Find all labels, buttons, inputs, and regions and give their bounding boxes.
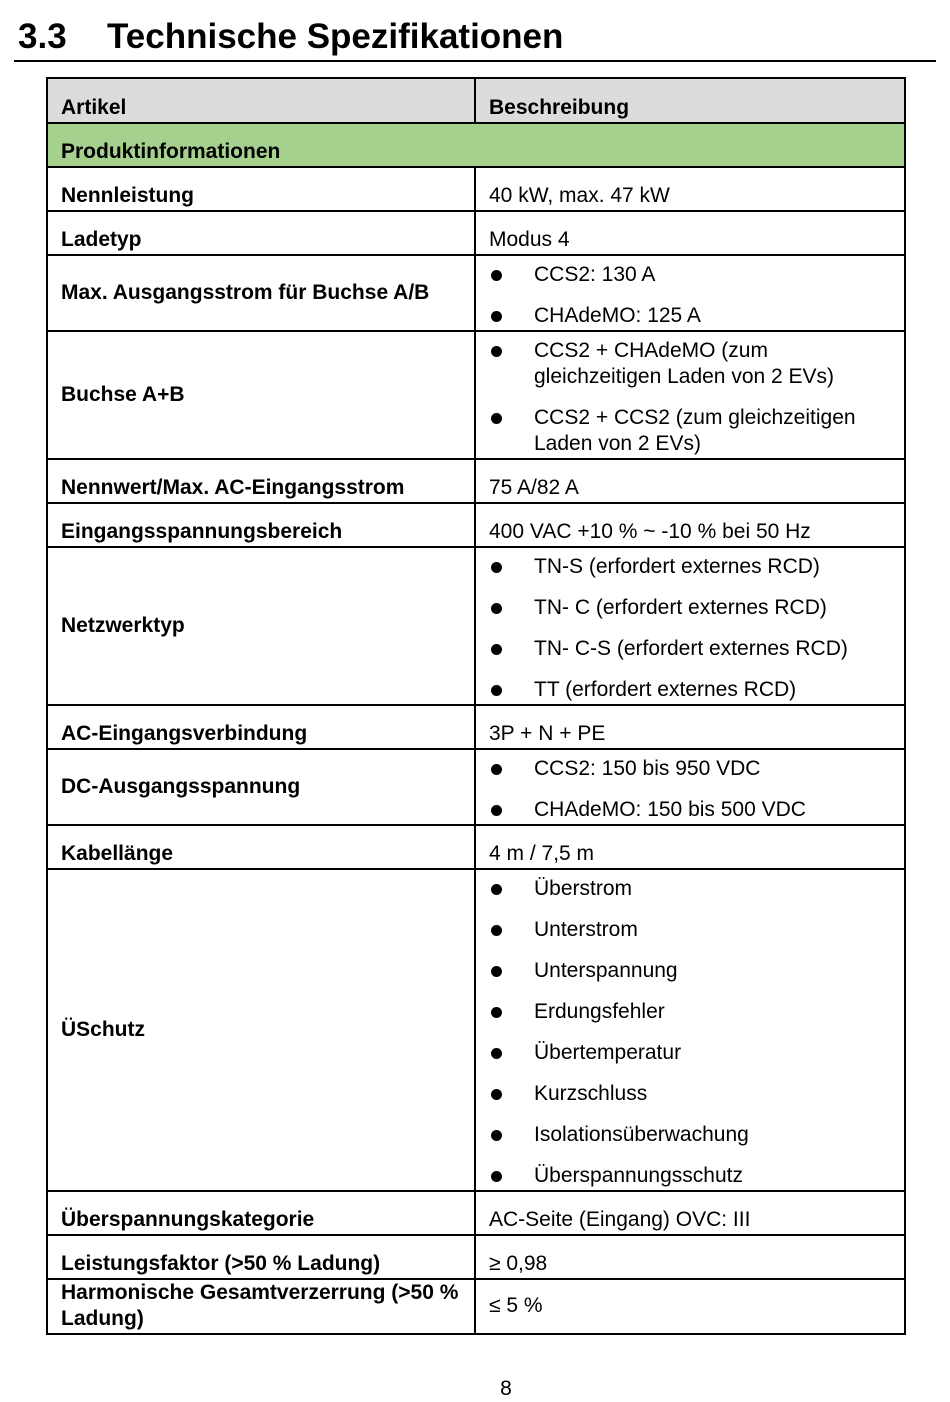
bullet-list [489,750,892,823]
row-label: AC-Eingangsverbindung [47,705,475,749]
table-header-row [47,78,905,123]
bullet-icon [491,685,502,696]
list-item [489,1040,892,1066]
bullet-list [489,548,892,703]
bullet-icon [491,1171,502,1182]
bullet-icon [491,311,502,322]
list-item-text: TN-S (erfordert externes RCD) [534,555,820,578]
row-label: DC-Ausgangsspannung [47,749,475,825]
bullet-list [489,870,892,1189]
row-value: 75 A/82 A [475,459,905,503]
row-value-list [475,331,905,459]
list-item [489,917,892,943]
list-item-text: Überstrom [534,877,633,900]
table-row [47,1279,905,1334]
list-item-text: Unterspannung [534,959,678,982]
bullet-icon [491,1130,502,1141]
table-row [47,1235,905,1279]
bullet-icon [491,1007,502,1018]
list-item-text: CCS2: 130 A [534,263,656,286]
list-item-text: Kurzschluss [534,1082,648,1105]
list-item [489,756,892,782]
row-label: Max. Ausgangsstrom für Buchse A/B [47,255,475,331]
header-beschreibung: Beschreibung [475,78,905,123]
row-label: Nennwert/Max. AC-Eingangsstrom [47,459,475,503]
row-value: Modus 4 [475,211,905,255]
row-value: 400 VAC +10 % ~ -10 % bei 50 Hz [475,503,905,547]
row-label: Leistungsfaktor (>50 % Ladung) [47,1235,475,1279]
list-item [489,554,892,580]
list-item [489,1163,892,1189]
section-row-label: Produktinformationen [47,123,905,167]
row-label: ÜSchutz [47,869,475,1191]
list-item-text: CHAdeMO: 150 bis 500 VDC [534,798,806,821]
header-artikel: Artikel [47,78,475,123]
table-row [47,825,905,869]
list-item-text: CCS2 + CHAdeMO (zum gleichzeitigen Laden von 2 EVs) [534,339,835,388]
row-value: 40 kW, max. 47 kW [475,167,905,211]
row-label: Eingangsspannungsbereich [47,503,475,547]
spec-table [46,77,906,1335]
row-value: 3P + N + PE [475,705,905,749]
row-value-list [475,749,905,825]
page-number: 8 [500,1377,512,1400]
list-item [489,876,892,902]
row-value: 4 m / 7,5 m [475,825,905,869]
list-item-text: Isolationsüberwachung [534,1123,749,1146]
table-row [47,167,905,211]
bullet-icon [491,346,502,357]
bullet-icon [491,925,502,936]
row-value: ≤ 5 % [475,1279,905,1334]
section-number: 3.3 [18,17,67,56]
bullet-list [489,332,892,457]
list-item [489,999,892,1025]
bullet-icon [491,805,502,816]
list-item-text: TT (erfordert externes RCD) [534,678,797,701]
section-heading [18,14,938,60]
table-row [47,705,905,749]
bullet-icon [491,603,502,614]
row-value-list [475,255,905,331]
bullet-icon [491,884,502,895]
row-label: Netzwerktyp [47,547,475,705]
table-section-row [47,123,905,167]
table-row [47,331,905,459]
list-item [489,303,892,329]
list-item [489,338,892,390]
list-item-text: CCS2 + CCS2 (zum gleichzeitigen Laden von 2 EVs) [534,406,856,455]
table-row [47,547,905,705]
list-item [489,405,892,457]
list-item [489,1122,892,1148]
list-item-text: Überspannungsschutz [534,1164,743,1187]
list-item [489,797,892,823]
table-row [47,869,905,1191]
list-item-text: Unterstrom [534,918,638,941]
row-label: Buchse A+B [47,331,475,459]
section-title: Technische Spezifikationen [107,17,564,56]
row-value-list [475,869,905,1191]
row-label: Kabellänge [47,825,475,869]
table-row [47,255,905,331]
list-item-text: TN- C-S (erfordert externes RCD) [534,637,848,660]
list-item-text: Erdungsfehler [534,1000,665,1023]
row-value: AC-Seite (Eingang) OVC: III [475,1191,905,1235]
row-label: Harmonische Gesamtverzerrung (>50 % Ladung) [47,1279,475,1334]
bullet-icon [491,270,502,281]
list-item-text: Übertemperatur [534,1041,682,1064]
list-item [489,262,892,288]
table-row [47,459,905,503]
list-item [489,636,892,662]
table-row [47,1191,905,1235]
bullet-icon [491,562,502,573]
row-label: Ladetyp [47,211,475,255]
list-item-text: TN- C (erfordert externes RCD) [534,596,827,619]
row-value: ≥ 0,98 [475,1235,905,1279]
list-item [489,958,892,984]
row-label: Überspannungskategorie [47,1191,475,1235]
bullet-icon [491,764,502,775]
bullet-icon [491,1089,502,1100]
list-item-text: CCS2: 150 bis 950 VDC [534,757,761,780]
bullet-icon [491,966,502,977]
row-value-list [475,547,905,705]
bullet-icon [491,644,502,655]
table-row [47,503,905,547]
bullet-icon [491,413,502,424]
row-label: Nennleistung [47,167,475,211]
table-row [47,211,905,255]
list-item [489,595,892,621]
heading-rule [14,60,936,62]
table-row [47,749,905,825]
list-item [489,1081,892,1107]
bullet-list [489,256,892,329]
list-item-text: CHAdeMO: 125 A [534,304,701,327]
list-item [489,677,892,703]
bullet-icon [491,1048,502,1059]
